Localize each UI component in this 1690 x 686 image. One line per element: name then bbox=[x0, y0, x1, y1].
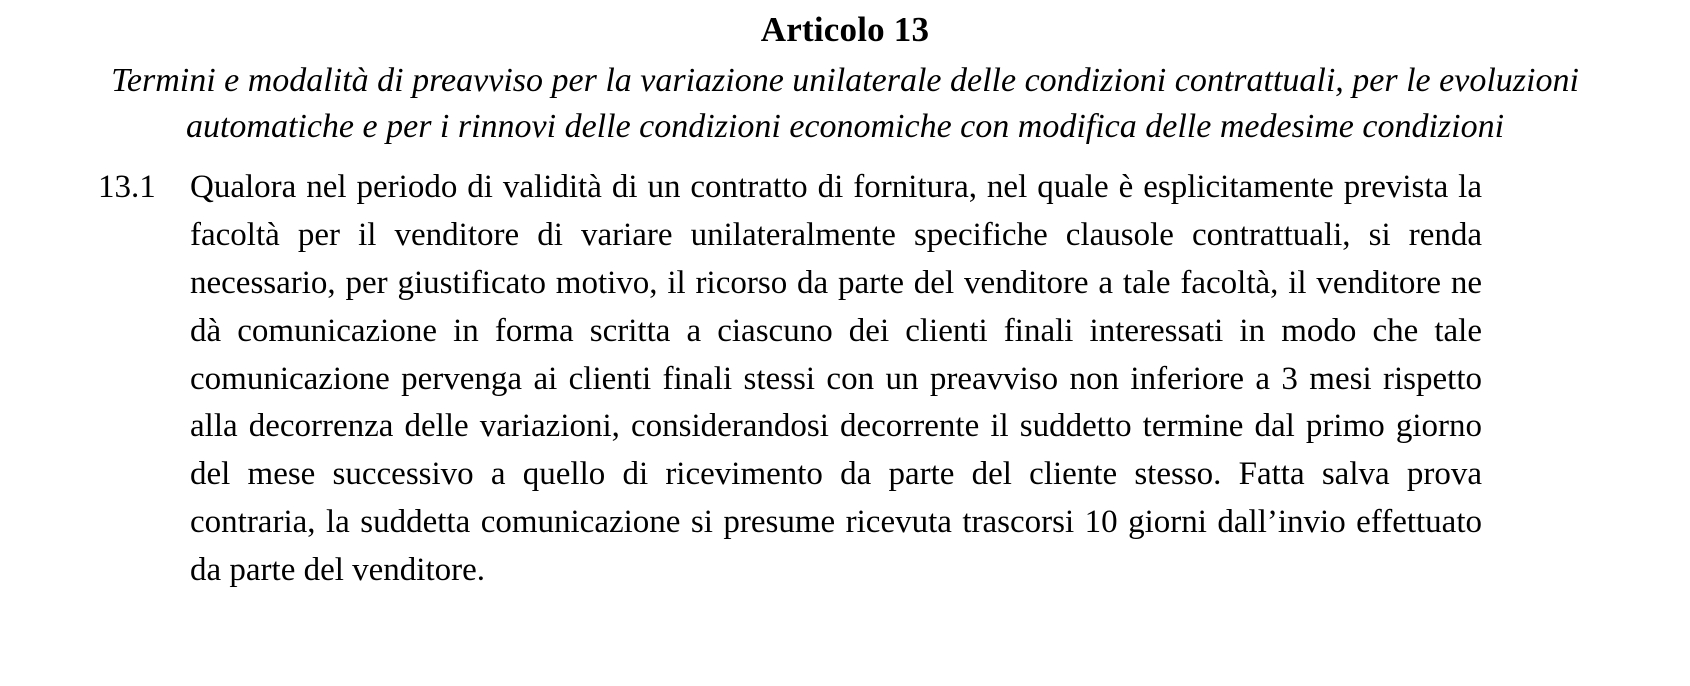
clause-text: Qualora nel periodo di validità di un contratto di fornitura, nel quale è esplicitamente prevista la facoltà per il venditore di variare unilateralmente specifiche clausole contrattuali, si renda necessario, per giustificato motivo, il ricorso da parte del venditore a tale facoltà, il venditore ne dà comunicazione in forma scritta a ciascuno dei clienti finali interessati in modo che tale comunicazione pervenga ai clienti finali stessi con un preavviso non inferiore a 3 mesi rispetto alla decorrenza delle variazioni, considerandosi decorrente il suddetto termine dal primo giorno del mese successivo a quello di ricevimento da parte del cliente stesso. Fatta salva prova contraria, la suddetta comunicazione si presume ricevuta trascorsi 10 giorni dall’invio effettuato da parte del venditore. bbox=[190, 169, 1482, 588]
article-subtitle: Termini e modalità di preavviso per la variazione unilaterale delle condizioni contrattuali, per le evoluzioni automatiche e per i rinnovi delle condizioni economiche con modifica delle medesime condizioni bbox=[111, 61, 1579, 145]
article-title: Articolo 13 bbox=[760, 10, 930, 49]
clause-number: 13.1 bbox=[98, 169, 156, 206]
clause-row bbox=[98, 164, 1482, 595]
